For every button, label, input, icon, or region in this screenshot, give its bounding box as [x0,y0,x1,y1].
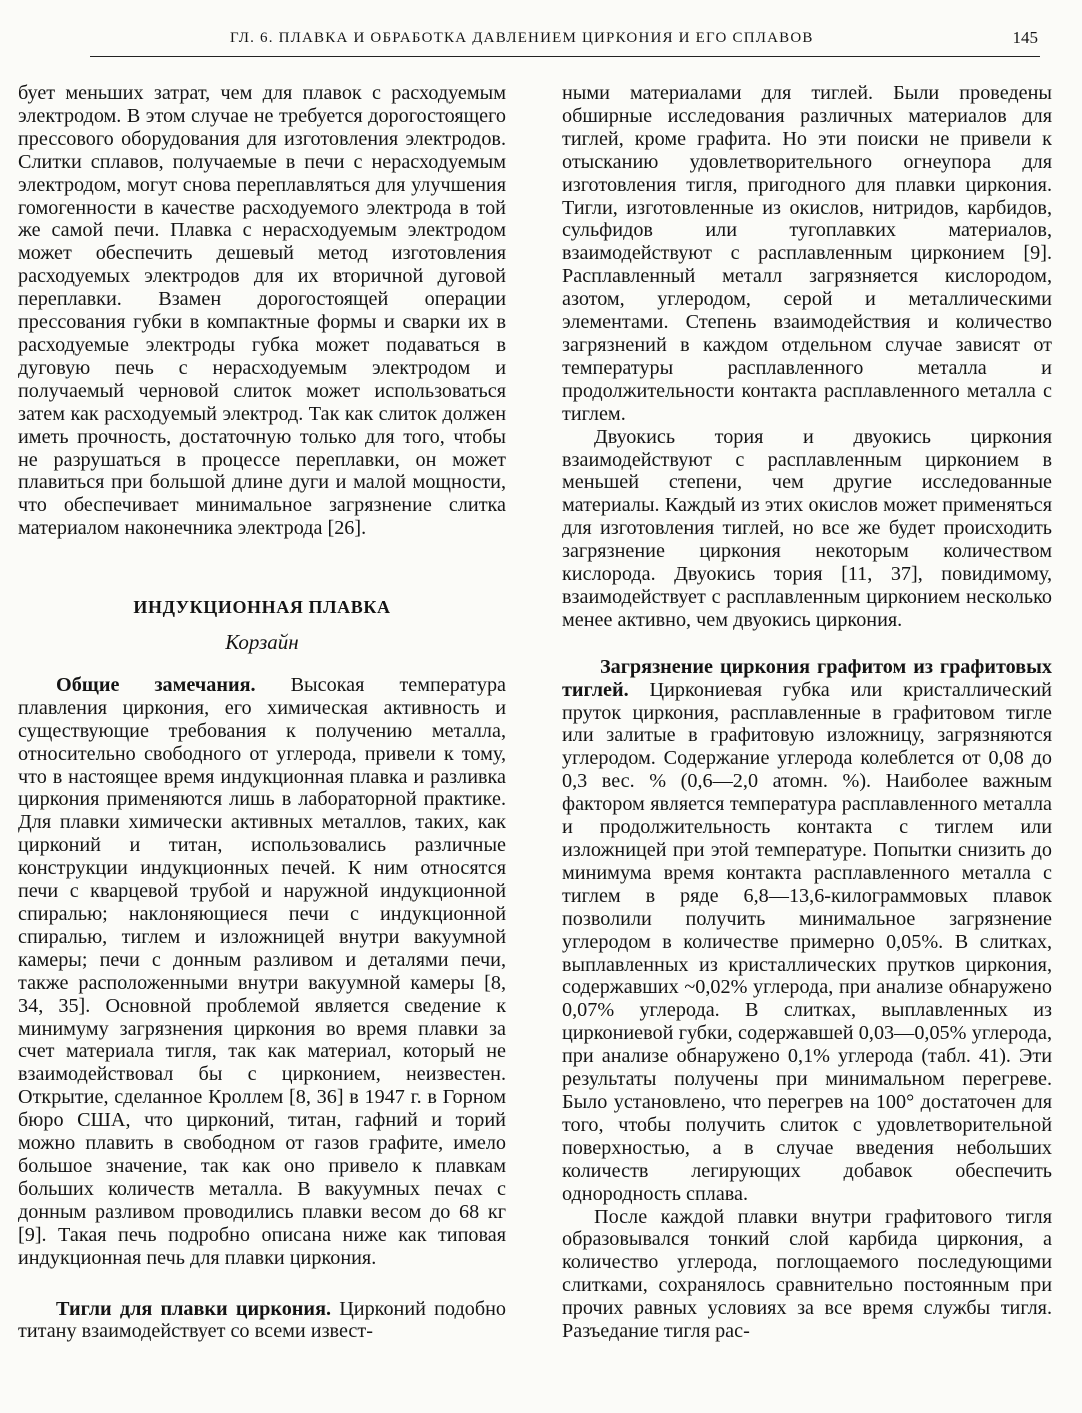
section-author: Корзайн [225,630,299,655]
running-head [90,26,1040,57]
left-column [18,82,506,1343]
paragraph-crucible-materials: ными материалами для тиглей. Были проведены обширные исследования различных материалов для тиглей, кроме графита. Но эти поиски не привели к отысканию удовлетворительного огнеупора для изготовления тигля, пригодного для плавки циркония. Тигли, изготовленные из окислов, нитридов, карбидов, сульфидов или тугоплавких материалов, взаимодействуют с расплавленным цирконием [9]. Расплавленный металл загрязняется кислородом, азотом, углеродом, серой и металлическими элементами. Степень взаимодействия и количество загрязнений в каждом отдельном случае зависят от температуры расплавленного металла и продолжительности контакта расплавленного металла с тиглем. [562,82,1052,425]
paragraph-general-remarks [18,674,506,1270]
paragraph-thoria-zirconia: Двуокись тория и двуокись циркония взаимодействуют с расплавленным цирконием в меньшей степени, чем другие исследованные материалы. Каждый из этих окислов может применяться для изготовления тиглей, но все же будет происходить загрязнение циркония некоторым количеством кислорода. Двуокись тория [11, 37], повидимому, взаимодействует с расплавленным цирконием несколько менее активно, чем двуокись циркония. [562,425,1052,631]
paragraph-graphite-contamination [562,656,1052,1206]
paragraph-body: Высокая температура плавления циркония, его химическая активность и существующие требования к получению металла, относительно свободного от углерода, привели к тому, что в настоящее время индукционная плавка и разливка циркония применяются лишь в лабораторной практике. Для плавки химически активных металлов, таких, как цирконий и титан, использовались различные конструкции индукционных печей. К ним относятся печи с кварцевой трубой и наружной индукционной спиралью; наклоняющиеся печи с индукционной спиралью, тиглем и изложницей внутри вакуумной камеры; печи с донным разливом и деталями печи, также расположенными внутри вакуумной камеры [8, 34, 35]. Основной проблемой является сведение к минимуму загрязнения циркония во время плавки за счет материала тигля, так как материал, который не взаимодействовал бы с цирконием, неизвестен. Открытие, сделанное Кроллем [8, 36] в 1947 г. в Горном бюро США, что цирконий, титан, гафний и торий можно плавить в свободном от газов графите, имело большое значение, так как оно привело к плавкам больших количеств металла. В вакуумных печах с донным разливом проводились плавки весом до 68 кг [9]. Такая печь подробно описана ниже как типовая индукционная печь для плавки циркония. [18,673,506,1269]
paragraph-electrode-continuation: бует меньших затрат, чем для плавок с расходуемым электродом. В этом случае не требуется дорогостоящего прессового оборудования для изготовления электродов. Слитки сплавов, получаемые в печи с нерасходуемым электродом, могут снова переплавляться для улучшения гомогенности в качестве расходуемого электрода в той же самой печи. Плавка с нерасходуемым электродом может обеспечить дешевый метод изготовления расходуемых электродов для их вторичной дуговой переплавки. Взамен дорогостоящей операции прессования губки в компактные формы и сварки их в расходуемые электроды губка может подаваться в дуговую печь с нерасходуемым электродом и получаемый черновой слиток может использоваться затем как расходуемый электрод. Так как слиток должен иметь прочность, достаточную только для того, чтобы не разрушаться в процессе переплавки, он может плавиться при большой длине дуги и малой мощности, что обеспечивает минимальное загрязнение слитка материалом наконечника электрода [26]. [18,82,506,540]
right-column [562,82,1052,1343]
paragraph-title: Загрязнение циркония графитом из графитовых тиглей. [562,655,1052,701]
paragraph-carbide-layer: После каждой плавки внутри графитового тигля образовывался тонкий слой карбида циркония, а количество углерода, поглощаемого последующими слитками, сохранялось сравнительно постоянным при прочих равных условиях за все время службы тигля. Разъедание тигля рас- [562,1205,1052,1343]
paragraph-title: Тигли для плавки циркония. [56,1297,332,1320]
paragraph-body: Циркониевая губка или кристаллический пруток циркония, расплавленные в графитовом тигле или залитые в графитовую изложницу, загрязняются углеродом. Содержание углерода колеблется от 0,08 до 0,3 вес. % (0,6—2,0 атомн. %). Наиболее важным фактором является температура расплавленного металла и продолжительность контакта с тиглем или изложницей при этой температуре. Попытки снизить до минимума время контакта расплавленного металла с тиглем в ряде 6,8—13,6-килограммовых плавок позволили получить минимальное загрязнение углеродом в количестве примерно 0,05%. В слитках, выплавленных из кристаллических прутков циркония, содержавших ~0,02% углерода, при анализе обнаружено 0,07% углерода. В слитках, выплавленных из циркониевой губки, содержавшей 0,03—0,05% углерода, при анализе обнаружено 0,1% углерода (табл. 41). Эти результаты получены при минимальном перегреве. Было установлено, что перегрев на 100° достаточен для того, чтобы получить слиток с удовлетворительной поверхностью, а в случае введения небольших количеств легирующих добавок обеспечить однородность сплава. [562,678,1052,1205]
section-heading: ИНДУКЦИОННАЯ ПЛАВКА [133,597,391,618]
paragraph-crucibles [18,1298,506,1344]
paragraph-body: Цирконий подобно титану взаимодействует со всеми извест- [18,1297,506,1343]
running-title: ГЛ. 6. ПЛАВКА И ОБРАБОТКА ДАВЛЕНИЕМ ЦИРКОНИЯ И ЕГО СПЛАВОВ [230,30,814,46]
paragraph-title: Общие замечания. [56,673,256,696]
page-number: 145 [1012,28,1038,47]
